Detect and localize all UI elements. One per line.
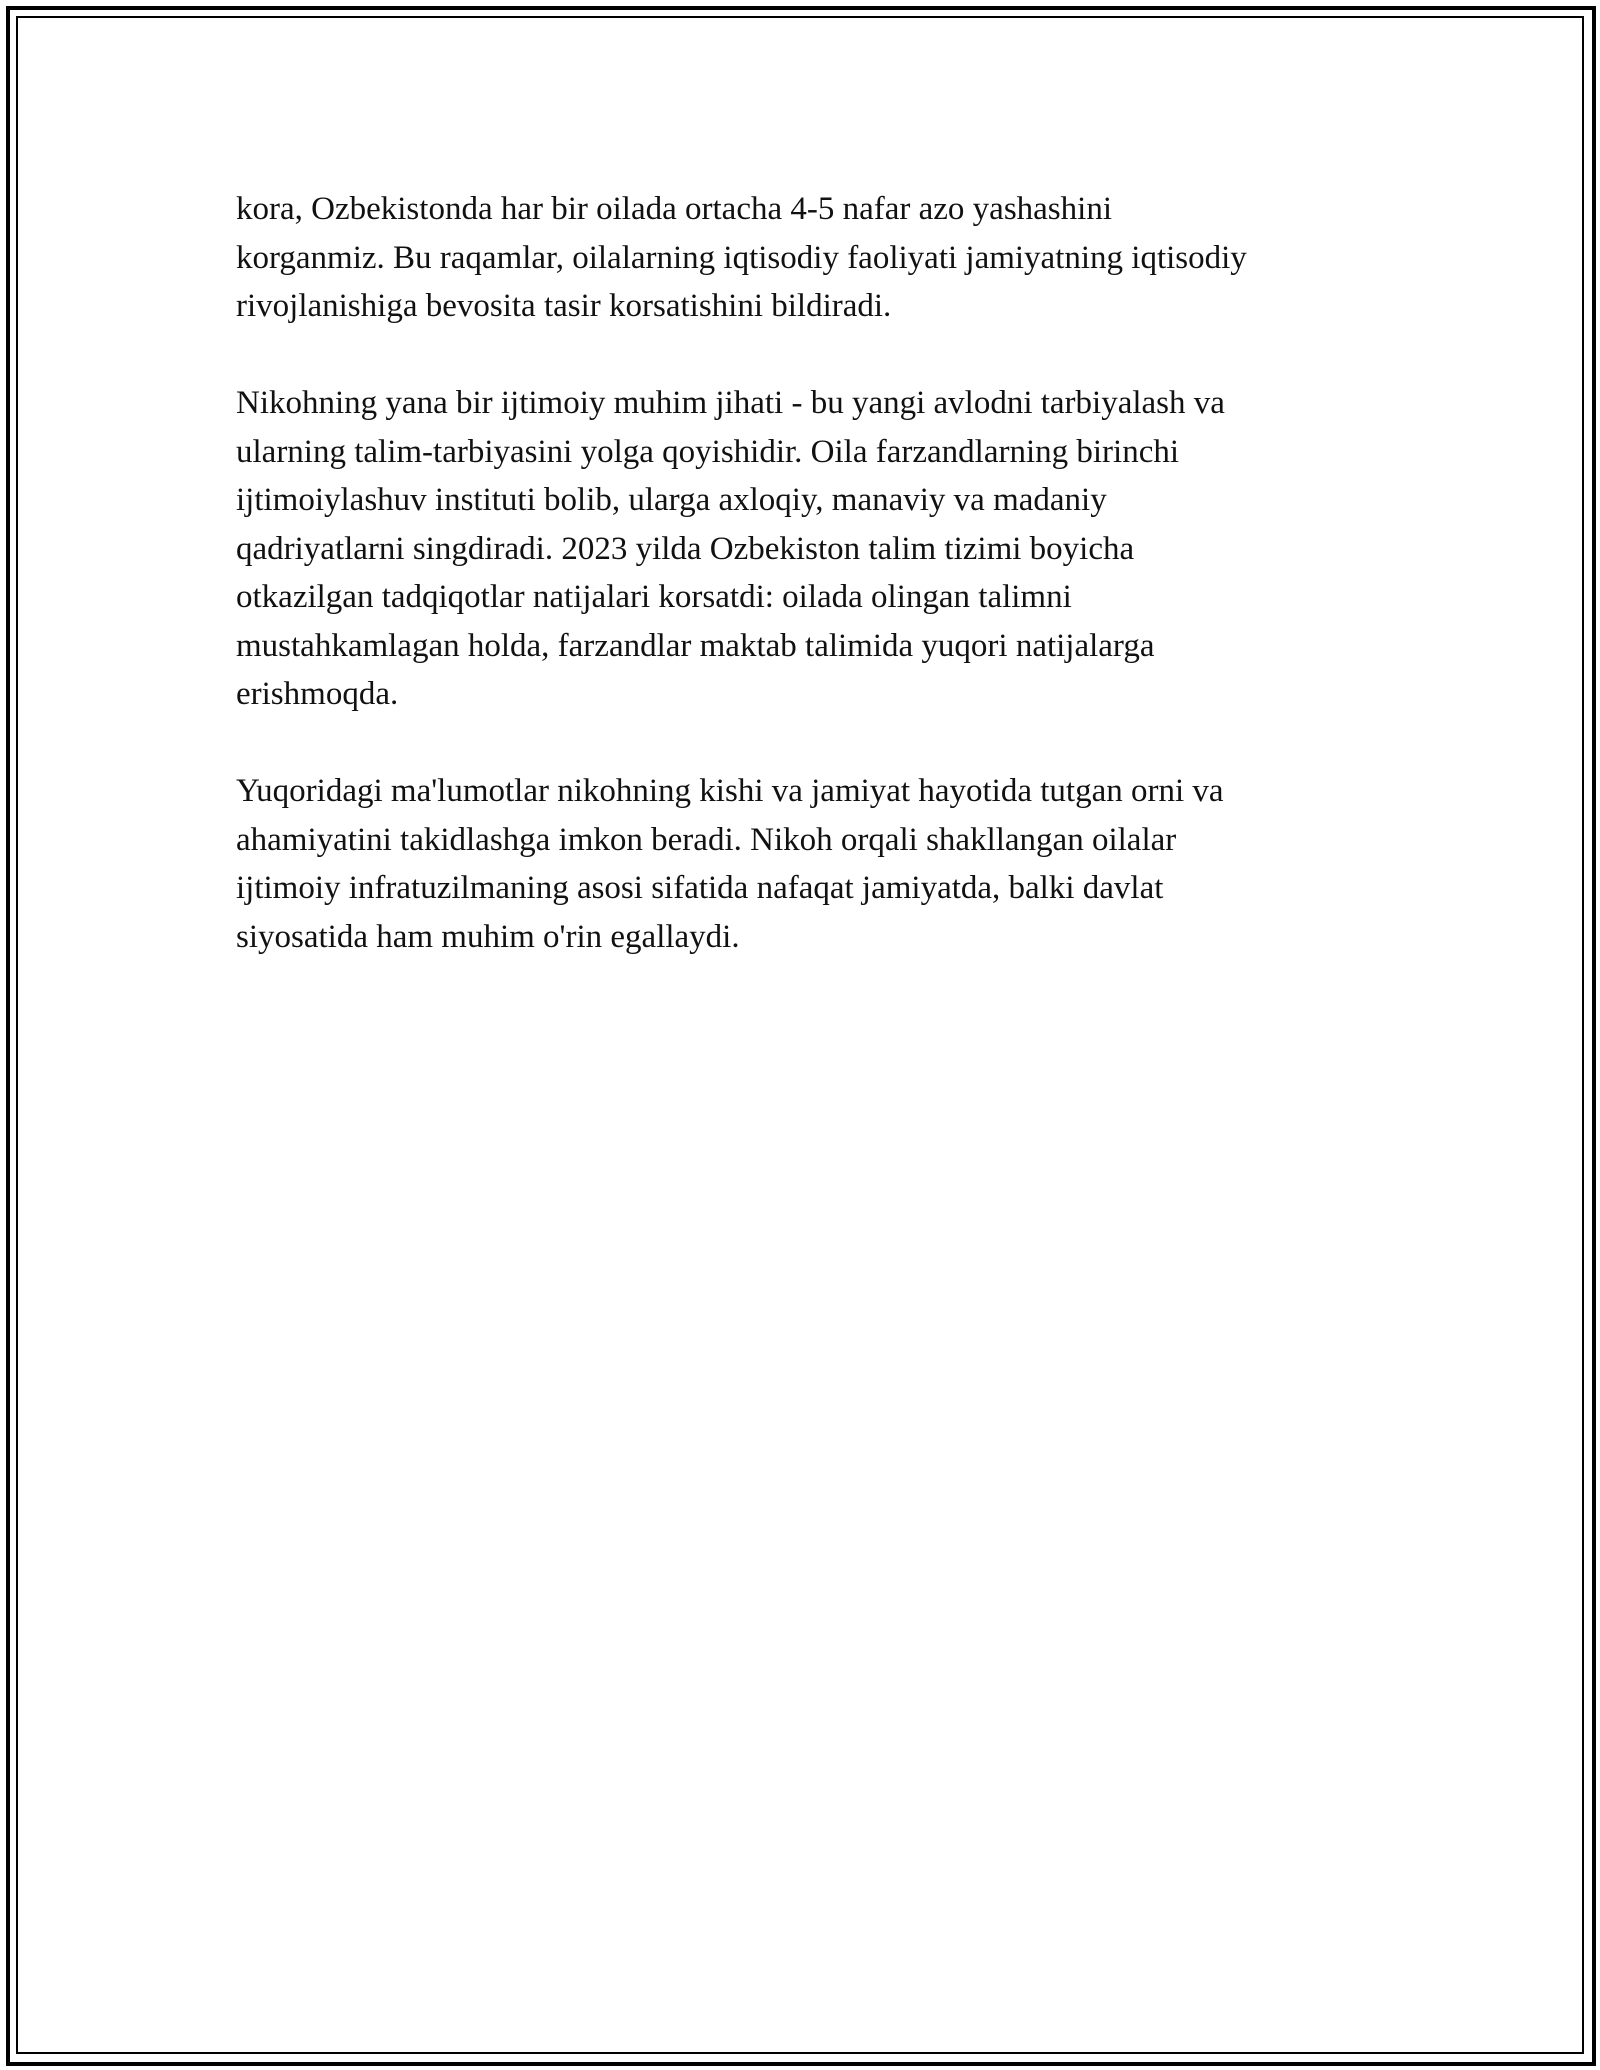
text-line: Yuqoridagi ma'lumotlar nikohning kishi va jamiyat hayotida tutgan orni va	[236, 773, 1224, 809]
paragraph-2	[236, 379, 1396, 719]
paragraph-3	[236, 767, 1396, 961]
text-line: siyosatida ham muhim o'rin egallaydi.	[236, 918, 740, 955]
text-line: erishmoqda.	[236, 676, 399, 712]
text-line: qadriyatlarni singdiradi. 2023 yilda Ozbekiston talim tizimi boyicha	[236, 530, 1135, 567]
text-line: korganmiz. Bu raqamlar, oilalarning iqtisodiy faoliyati jamiyatning iqtisodiy	[236, 239, 1247, 276]
paragraph-1	[236, 185, 1396, 331]
text-line: rivojlanishiga bevosita tasir korsatishini bildiradi.	[236, 288, 892, 324]
document-body	[236, 185, 1396, 1010]
text-line: ularning talim-tarbiyasini yolga qoyishidir. Oila farzandlarning birinchi	[236, 433, 1180, 470]
text-line: ahamiyatini takidlashga imkon beradi. Nikoh orqali shakllangan oilalar	[236, 821, 1177, 858]
text-line: mustahkamlagan holda, farzandlar maktab talimida yuqori natijalarga	[236, 627, 1155, 664]
text-line: ijtimoiylashuv instituti bolib, ularga axloqiy, manaviy va madaniy	[236, 482, 1107, 518]
text-line: ijtimoiy infratuzilmaning asosi sifatida nafaqat jamiyatda, balki davlat	[236, 870, 1164, 906]
text-line: otkazilgan tadqiqotlar natijalari korsatdi: oilada olingan talimni	[236, 579, 1072, 615]
text-line: Nikohning yana bir ijtimoiy muhim jihati - bu yangi avlodni tarbiyalash va	[236, 385, 1225, 421]
text-line: kora, Ozbekistonda har bir oilada ortacha 4-5 nafar azo yashashini	[236, 191, 1112, 227]
